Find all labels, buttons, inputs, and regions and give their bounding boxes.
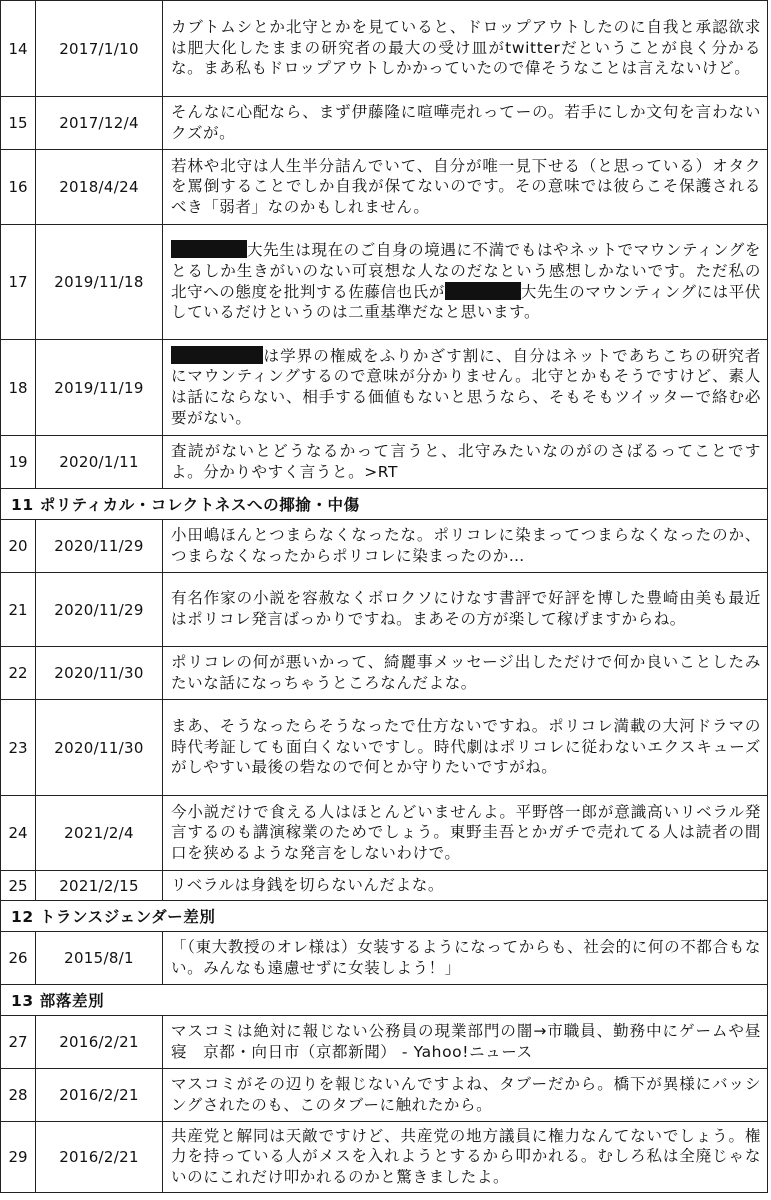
table-row: [1, 520, 768, 573]
row-quote: 「（東大教授のオレ様は）女装するようになってからも、社会的に何の不都合もない。みんなも遠慮せずに女装しよう！」: [163, 932, 768, 985]
row-quote: マスコミがその辺りを報じないんですよね、タブーだから。橋下が異様にバッシングされたのも、このタブーに触れたから。: [163, 1069, 768, 1122]
table-row: [1, 1122, 768, 1193]
row-number: 28: [1, 1069, 36, 1122]
row-quote: 共産党と解同は天敵ですけど、共産党の地方議員に権力なんてないでしょう。権力を持っている人がメスを入れようとするから叩かれる。むしろ私は全廃じゃないのにこれだけ叩かれるのかと驚きましたよ。: [163, 1122, 768, 1193]
row-number: 27: [1, 1016, 36, 1069]
row-date: 2018/4/24: [36, 150, 163, 225]
row-number: 26: [1, 932, 36, 985]
row-number: 18: [1, 340, 36, 436]
row-number: 19: [1, 436, 36, 489]
table-row: [1, 436, 768, 489]
row-number: 22: [1, 647, 36, 700]
row-date: 2020/11/29: [36, 573, 163, 647]
row-number: 20: [1, 520, 36, 573]
redaction-bar: [445, 282, 521, 300]
row-quote: まあ、そうなったらそうなったで仕方ないですね。ポリコレ満載の大河ドラマの時代考証しても面白くないですし。時代劇はポリコレに従わないエクスキューズがしやすい最後の砦なので何とか守りたいですがね。: [163, 700, 768, 796]
section-heading: 13 部落差別: [1, 985, 768, 1016]
section-row: [1, 901, 768, 932]
row-date: 2019/11/19: [36, 340, 163, 436]
row-number: 23: [1, 700, 36, 796]
row-number: 21: [1, 573, 36, 647]
row-date: 2016/2/21: [36, 1016, 163, 1069]
row-quote: 大先生は現在のご自身の境遇に不満でもはやネットでマウンティングをとるしか生きがいのない可哀想な人なのだなという感想しかないです。ただ私の北守への態度を批判する佐藤信也氏が 大先生のマウンティングには平伏しているだけというのは二重基準だなと思います。: [163, 225, 768, 340]
table-row: [1, 573, 768, 647]
row-date: 2017/1/10: [36, 1, 163, 97]
row-date: 2020/11/30: [36, 700, 163, 796]
row-quote: 有名作家の小説を容赦なくボロクソにけなす書評で好評を博した豊崎由美も最近はポリコレ発言ばっかりですね。まあその方が楽して稼げますからね。: [163, 573, 768, 647]
section-row: [1, 489, 768, 520]
row-date: 2015/8/1: [36, 932, 163, 985]
row-date: 2019/11/18: [36, 225, 163, 340]
table-row: [1, 1, 768, 97]
row-quote: 小田嶋ほんとつまらなくなったな。ポリコレに染まってつまらなくなったのか、つまらなくなったからポリコレに染まったのか…: [163, 520, 768, 573]
table-row: [1, 700, 768, 796]
row-number: 25: [1, 871, 36, 901]
row-quote: 査読がないとどうなるかって言うと、北守みたいなのがのさばるってことですよ。分かりやすく言うと。>RT: [163, 436, 768, 489]
table-row: [1, 1016, 768, 1069]
row-quote: 若林や北守は人生半分詰んでいて、自分が唯一見下せる（と思っている）オタクを罵倒することでしか自我が保てないのです。その意味では彼らこそ保護されるべき「弱者」なのかもしれません。: [163, 150, 768, 225]
table-row: [1, 150, 768, 225]
quote-table-body: [1, 1, 768, 1193]
row-number: 14: [1, 1, 36, 97]
row-date: 2020/1/11: [36, 436, 163, 489]
row-quote: ポリコレの何が悪いかって、綺麗事メッセージ出しただけで何か良いことしたみたいな話になっちゃうところなんだよな。: [163, 647, 768, 700]
row-quote: は学界の権威をふりかざす割に、自分はネットであちこちの研究者にマウンティングするので意味が分かりません。北守とかもそうですけど、素人は話にならない、相手する価値もないと思うなら、そもそもツイッターで絡む必要がない。: [163, 340, 768, 436]
table-row: [1, 97, 768, 150]
row-date: 2016/2/21: [36, 1122, 163, 1193]
row-date: 2021/2/15: [36, 871, 163, 901]
row-quote: 今小説だけで食える人はほとんどいませんよ。平野啓一郎が意識高いリベラル発言するのも講演稼業のためでしょう。東野圭吾とかガチで売れてる人は読者の間口を狭めるような発言をしないわけで。: [163, 796, 768, 871]
row-date: 2020/11/30: [36, 647, 163, 700]
section-heading: 12 トランスジェンダー差別: [1, 901, 768, 932]
table-row: [1, 340, 768, 436]
row-number: 16: [1, 150, 36, 225]
row-number: 29: [1, 1122, 36, 1193]
table-row: [1, 647, 768, 700]
row-date: 2016/2/21: [36, 1069, 163, 1122]
redaction-bar: [171, 346, 263, 364]
row-quote: リベラルは身銭を切らないんだよな。: [163, 871, 768, 901]
row-date: 2017/12/4: [36, 97, 163, 150]
row-number: 24: [1, 796, 36, 871]
table-row: [1, 796, 768, 871]
table-row: [1, 1069, 768, 1122]
table-row: [1, 871, 768, 901]
section-row: [1, 985, 768, 1016]
row-quote: マスコミは絶対に報じない公務員の現業部門の闇→市職員、勤務中にゲームや昼寝 京都・向日市（京都新聞） - Yahoo!ニュース: [163, 1016, 768, 1069]
row-number: 17: [1, 225, 36, 340]
table-row: [1, 225, 768, 340]
row-date: 2020/11/29: [36, 520, 163, 573]
table-row: [1, 932, 768, 985]
row-quote: カブトムシとか北守とかを見ていると、ドロップアウトしたのに自我と承認欲求は肥大化したままの研究者の最大の受け皿がtwitterだということが良く分かるな。まあ私もドロップアウトしかかっていたので偉そうなことは言えないけど。: [163, 1, 768, 97]
section-heading: 11 ポリティカル・コレクトネスへの揶揄・中傷: [1, 489, 768, 520]
row-number: 15: [1, 97, 36, 150]
row-date: 2021/2/4: [36, 796, 163, 871]
redaction-bar: [171, 240, 247, 258]
row-quote: そんなに心配なら、まず伊藤隆に喧嘩売れってーの。若手にしか文句を言わないクズが。: [163, 97, 768, 150]
